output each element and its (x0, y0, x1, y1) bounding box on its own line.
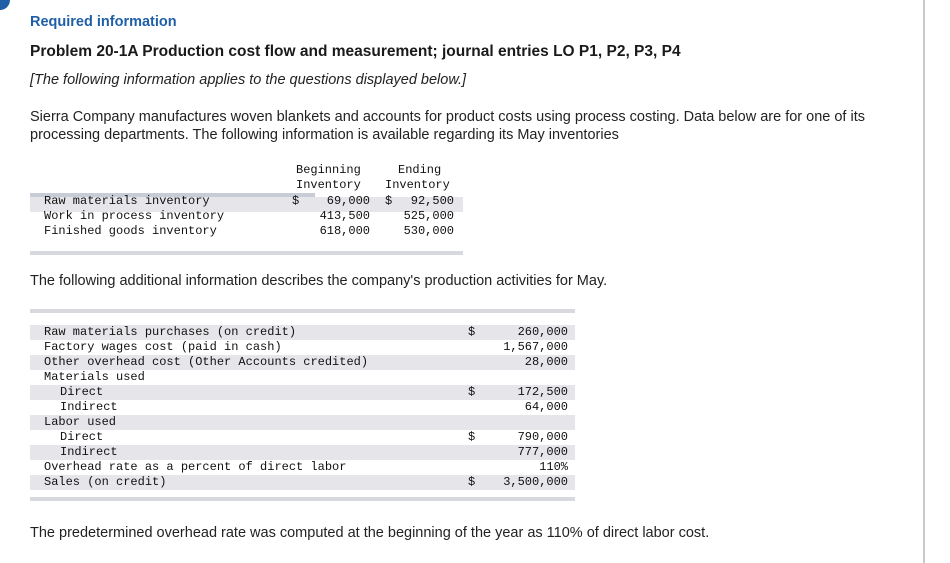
row-label: Finished goods inventory (44, 224, 217, 238)
row-value: 64,000 (524, 400, 568, 414)
row-label: Labor used (44, 415, 117, 429)
row-value: 3,500,000 (503, 475, 568, 489)
currency-symbol: $ (385, 194, 393, 208)
row-label: Materials used (44, 370, 145, 384)
table-bottom-rule (30, 497, 575, 501)
currency-symbol: $ (468, 325, 476, 339)
intro-paragraph: Sierra Company manufactures woven blankets and accounts for product costs using process costing. Data below are for one of its processing departments. The following information is available regarding its May inventories (30, 109, 865, 143)
inventory-table (30, 162, 463, 253)
problem-title: Problem 20-1A Production cost flow and measurement; journal entries LO P1, P2, P3, P4 (30, 43, 681, 60)
required-info-heading: Required information (30, 14, 177, 30)
row-label: Work in process inventory (44, 209, 225, 223)
footer-paragraph: The predetermined overhead rate was computed at the beginning of the year as 110% of direct labor cost. (30, 525, 710, 541)
beginning-value: 618,000 (319, 224, 370, 238)
beginning-value: 69,000 (326, 194, 370, 208)
row-value: 777,000 (517, 445, 568, 459)
row-value: 110% (539, 460, 568, 474)
row-value: 260,000 (517, 325, 568, 339)
currency-symbol: $ (468, 475, 476, 489)
row-label: Raw materials inventory (44, 194, 210, 208)
col-beginning-line2: Inventory (296, 178, 361, 192)
currency-symbol: $ (468, 430, 476, 444)
additional-info-text: The following additional information describes the company's production activities for May. (30, 273, 608, 289)
row-label: Overhead rate as a percent of direct labor (44, 460, 347, 474)
applies-note: [The following information applies to the questions displayed below.] (30, 72, 467, 88)
col-ending-line1: Ending (398, 163, 442, 177)
table-top-rule (30, 309, 575, 313)
activities-table (30, 309, 575, 501)
row-label: Raw materials purchases (on credit) (44, 325, 297, 339)
currency-symbol: $ (468, 385, 476, 399)
row-label: Factory wages cost (paid in cash) (44, 340, 282, 354)
row-label: Direct (60, 385, 104, 399)
row-label: Indirect (60, 400, 118, 414)
ending-value: 525,000 (403, 209, 454, 223)
ending-value: 530,000 (403, 224, 454, 238)
table-bottom-rule (30, 251, 463, 255)
row-value: 172,500 (517, 385, 568, 399)
col-beginning-line1: Beginning (296, 163, 361, 177)
corner-marker (0, 0, 10, 10)
currency-symbol: $ (292, 194, 300, 208)
row-label: Other overhead cost (Other Accounts credited) (44, 355, 369, 369)
col-ending-line2: Inventory (385, 178, 450, 192)
row-label: Direct (60, 430, 104, 444)
row-value: 28,000 (524, 355, 568, 369)
row-value: 790,000 (517, 430, 568, 444)
beginning-value: 413,500 (319, 209, 370, 223)
row-value: 1,567,000 (503, 340, 568, 354)
row-label: Sales (on credit) (44, 475, 167, 489)
row-label: Indirect (60, 445, 118, 459)
ending-value: 92,500 (410, 194, 454, 208)
right-divider (923, 0, 925, 563)
